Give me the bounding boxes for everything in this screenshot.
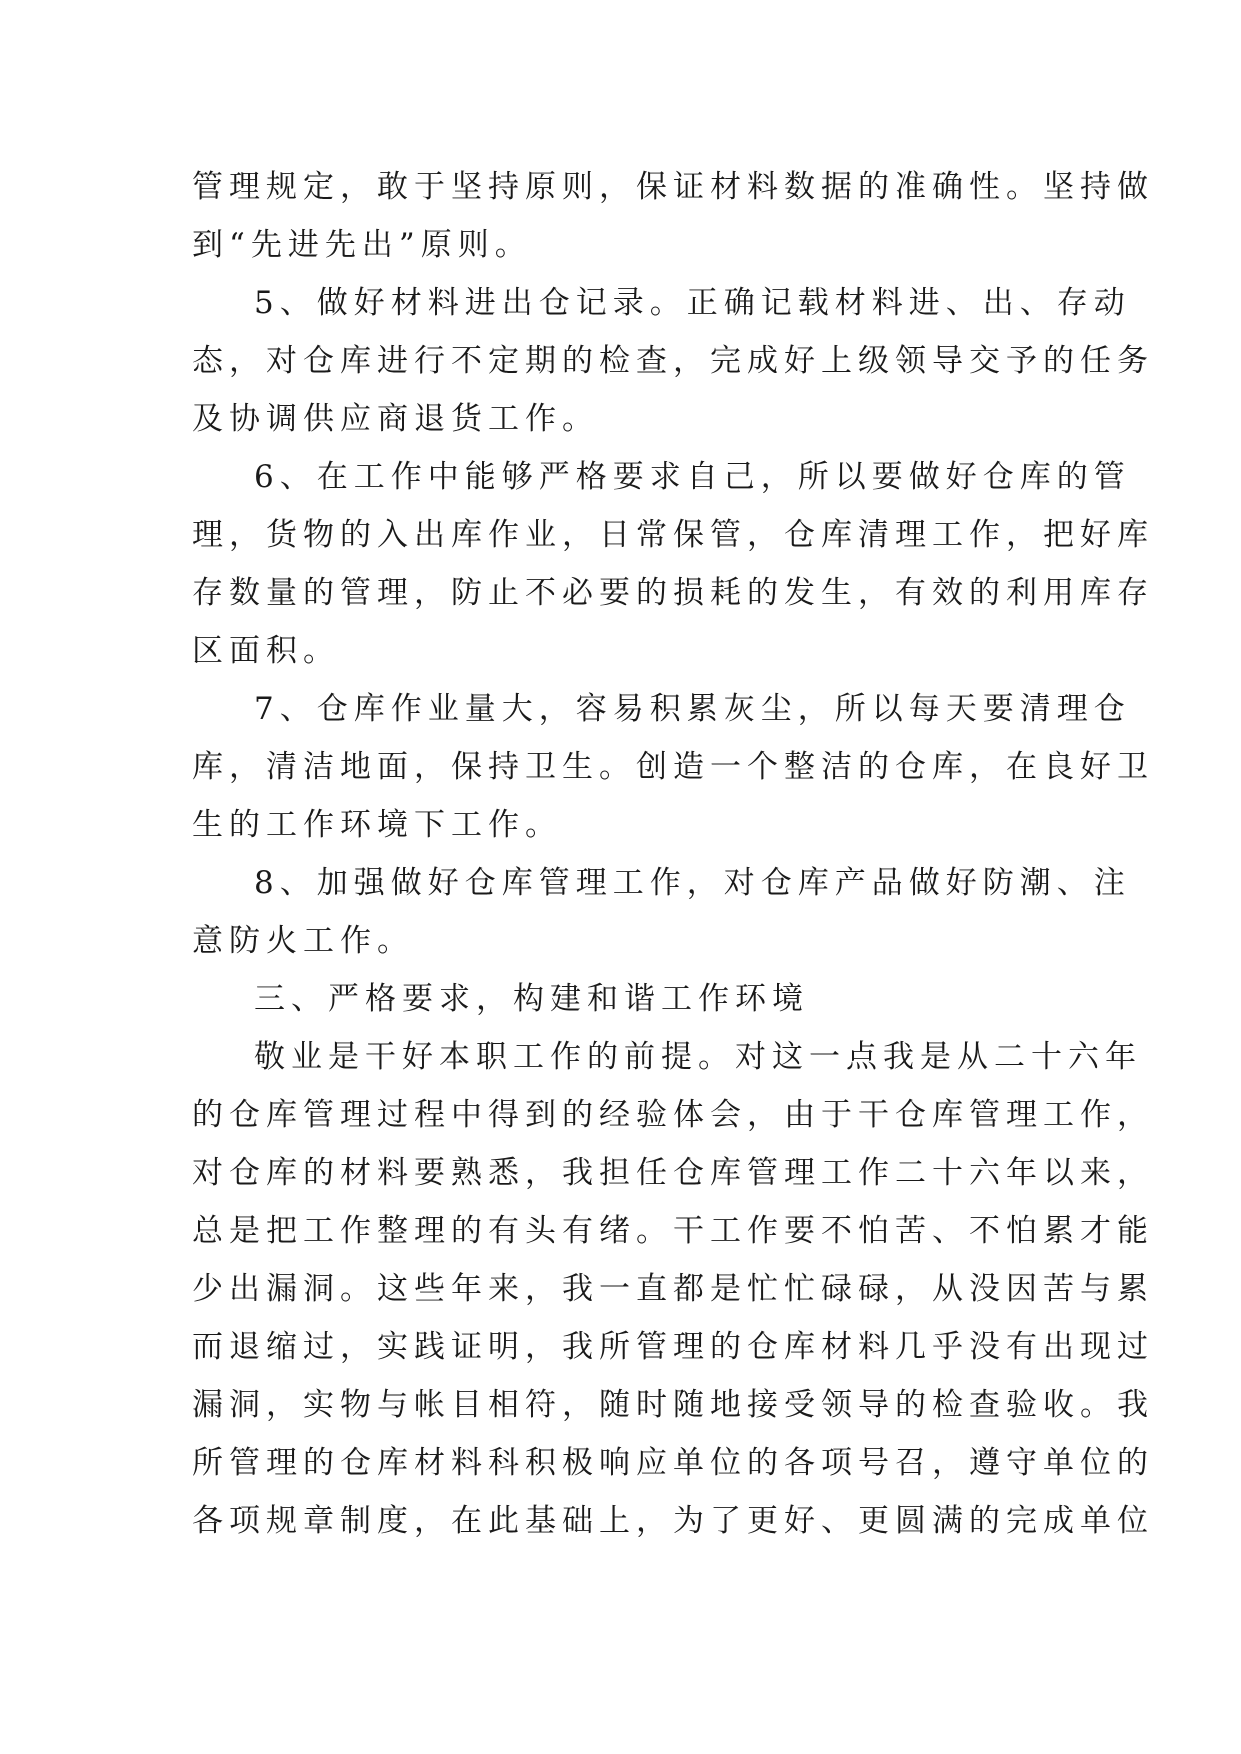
section-heading: 三、严格要求，构建和谐工作环境: [254, 981, 809, 1017]
text-line: 意防火工作。: [192, 923, 414, 959]
text-line: 生的工作环境下工作。: [192, 807, 562, 843]
paragraph-start: 敬业是干好本职工作的前提。对这一点我是从二十六年: [254, 1039, 1142, 1075]
text-line: 态，对仓库进行不定期的检查，完成好上级领导交予的任务: [192, 343, 1154, 379]
text-line: 对仓库的材料要熟悉，我担任仓库管理工作二十六年以来，: [192, 1155, 1154, 1191]
text-line: 库，清洁地面，保持卫生。创造一个整洁的仓库，在良好卫: [192, 749, 1154, 785]
paragraph-6-start: 6、在工作中能够严格要求自己，所以要做好仓库的管: [254, 459, 1131, 495]
paragraph-8-start: 8、加强做好仓库管理工作，对仓库产品做好防潮、注: [254, 865, 1131, 901]
text-line: 各项规章制度，在此基础上，为了更好、更圆满的完成单位: [192, 1503, 1154, 1539]
text-line: 理，货物的入出库作业，日常保管，仓库清理工作，把好库: [192, 517, 1154, 553]
text-line: 漏洞，实物与帐目相符，随时随地接受领导的检查验收。我: [192, 1387, 1154, 1423]
text-line: 少出漏洞。这些年来，我一直都是忙忙碌碌，从没因苦与累: [192, 1271, 1154, 1307]
paragraph-7-start: 7、仓库作业量大，容易积累灰尘，所以每天要清理仓: [254, 691, 1131, 727]
text-line: 存数量的管理，防止不必要的损耗的发生，有效的利用库存: [192, 575, 1154, 611]
text-line: 及协调供应商退货工作。: [192, 401, 599, 437]
text-line: 的仓库管理过程中得到的经验体会，由于干仓库管理工作，: [192, 1097, 1154, 1133]
text-line: 管理规定，敢于坚持原则，保证材料数据的准确性。坚持做: [192, 169, 1154, 205]
text-line: 区面积。: [192, 633, 340, 669]
text-line: 而退缩过，实践证明，我所管理的仓库材料几乎没有出现过: [192, 1329, 1154, 1365]
body-text: [192, 158, 1154, 1550]
text-line: 所管理的仓库材料科积极响应单位的各项号召，遵守单位的: [192, 1445, 1154, 1481]
paragraph-5-start: 5、做好材料进出仓记录。正确记载材料进、出、存动: [254, 285, 1131, 321]
text-line: 到“先进先出”原则。: [192, 227, 532, 263]
text-line: 总是把工作整理的有头有绪。干工作要不怕苦、不怕累才能: [192, 1213, 1154, 1249]
